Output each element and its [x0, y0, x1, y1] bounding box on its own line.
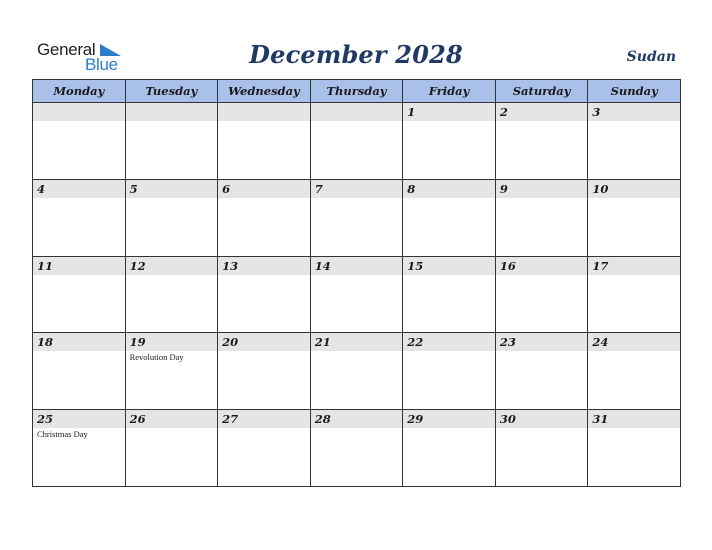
day-number: 18	[33, 333, 125, 351]
holiday-label	[403, 198, 495, 199]
country-label: Sudan	[626, 49, 676, 65]
day-number: 6	[218, 180, 310, 198]
holiday-label	[33, 351, 125, 352]
holiday-label	[126, 428, 218, 429]
holiday-label	[311, 275, 403, 276]
holiday-label	[403, 351, 495, 352]
day-cell	[403, 103, 496, 180]
day-number: 24	[588, 333, 680, 351]
day-cell	[33, 179, 126, 256]
day-number: 19	[126, 333, 218, 351]
day-number: 21	[311, 333, 403, 351]
week-row	[33, 256, 681, 333]
day-cell	[218, 103, 311, 180]
day-cell	[495, 179, 588, 256]
day-number: 5	[126, 180, 218, 198]
holiday-label	[496, 428, 588, 429]
day-cell	[218, 333, 311, 410]
day-cell	[495, 103, 588, 180]
weekday-header: Thursday	[310, 80, 403, 103]
weekday-header: Wednesday	[218, 80, 311, 103]
weekday-header: Saturday	[495, 80, 588, 103]
weekday-header: Friday	[403, 80, 496, 103]
holiday-label	[311, 351, 403, 352]
weekday-header-row	[33, 80, 681, 103]
logo-text-general: General	[37, 40, 96, 59]
day-cell	[495, 410, 588, 487]
day-number: 9	[496, 180, 588, 198]
day-cell	[403, 410, 496, 487]
holiday-label	[403, 275, 495, 276]
holiday-label	[496, 198, 588, 199]
day-number: 29	[403, 410, 495, 428]
day-cell	[403, 179, 496, 256]
day-number: 15	[403, 257, 495, 275]
day-number: 25	[33, 410, 125, 428]
week-row	[33, 410, 681, 487]
holiday-label	[218, 121, 310, 122]
day-cell	[33, 410, 126, 487]
holiday-label	[588, 351, 680, 352]
day-cell	[125, 179, 218, 256]
day-number: 4	[33, 180, 125, 198]
holiday-label	[588, 121, 680, 122]
holiday-label	[588, 428, 680, 429]
day-cell	[310, 179, 403, 256]
day-number: 13	[218, 257, 310, 275]
day-cell	[218, 256, 311, 333]
day-cell	[125, 103, 218, 180]
day-number: 3	[588, 103, 680, 121]
day-number: 22	[403, 333, 495, 351]
day-cell	[403, 256, 496, 333]
holiday-label	[311, 428, 403, 429]
holiday-label: Christmas Day	[37, 429, 88, 440]
logo-text-blue: Blue	[85, 55, 118, 74]
day-number: 31	[588, 410, 680, 428]
day-cell	[588, 256, 681, 333]
day-number: 27	[218, 410, 310, 428]
day-cell	[33, 103, 126, 180]
holiday-label	[403, 428, 495, 429]
calendar-grid	[32, 79, 681, 487]
holiday-label	[33, 198, 125, 199]
day-number	[126, 103, 218, 121]
day-number: 20	[218, 333, 310, 351]
holiday-label	[496, 121, 588, 122]
day-number: 11	[33, 257, 125, 275]
weekday-header: Monday	[33, 80, 126, 103]
holiday-label	[311, 198, 403, 199]
week-row	[33, 103, 681, 180]
holiday-label	[126, 275, 218, 276]
weekday-header: Tuesday	[125, 80, 218, 103]
calendar-title: December 2028	[249, 40, 463, 69]
day-cell	[310, 333, 403, 410]
day-cell	[588, 333, 681, 410]
holiday-label	[588, 275, 680, 276]
holiday-label	[218, 275, 310, 276]
day-number: 14	[311, 257, 403, 275]
day-number: 17	[588, 257, 680, 275]
day-number: 28	[311, 410, 403, 428]
day-number: 16	[496, 257, 588, 275]
day-cell	[33, 256, 126, 333]
day-number: 8	[403, 180, 495, 198]
day-cell	[218, 410, 311, 487]
day-cell	[310, 256, 403, 333]
day-number	[311, 103, 403, 121]
holiday-label	[403, 121, 495, 122]
week-row	[33, 333, 681, 410]
day-number: 7	[311, 180, 403, 198]
day-number: 30	[496, 410, 588, 428]
weekday-header: Sunday	[588, 80, 681, 103]
day-cell	[310, 410, 403, 487]
day-number	[218, 103, 310, 121]
holiday-label	[126, 198, 218, 199]
day-number: 10	[588, 180, 680, 198]
holiday-label	[496, 351, 588, 352]
holiday-label	[218, 351, 310, 352]
week-row	[33, 179, 681, 256]
day-cell	[403, 333, 496, 410]
holiday-label	[33, 121, 125, 122]
holiday-label	[218, 198, 310, 199]
holiday-label: Revolution Day	[129, 352, 184, 363]
day-cell	[125, 333, 218, 410]
day-number: 23	[496, 333, 588, 351]
day-cell	[33, 333, 126, 410]
holiday-label	[588, 198, 680, 199]
day-cell	[310, 103, 403, 180]
holiday-label	[496, 275, 588, 276]
holiday-label	[218, 428, 310, 429]
day-number: 12	[126, 257, 218, 275]
day-cell	[495, 333, 588, 410]
holiday-label	[311, 121, 403, 122]
day-number	[33, 103, 125, 121]
holiday-label	[126, 121, 218, 122]
day-cell	[125, 410, 218, 487]
day-cell	[588, 103, 681, 180]
day-number: 1	[403, 103, 495, 121]
day-cell	[495, 256, 588, 333]
day-cell	[218, 179, 311, 256]
day-cell	[125, 256, 218, 333]
day-cell	[588, 410, 681, 487]
day-number: 26	[126, 410, 218, 428]
holiday-label	[33, 275, 125, 276]
day-cell	[588, 179, 681, 256]
day-number: 2	[496, 103, 588, 121]
